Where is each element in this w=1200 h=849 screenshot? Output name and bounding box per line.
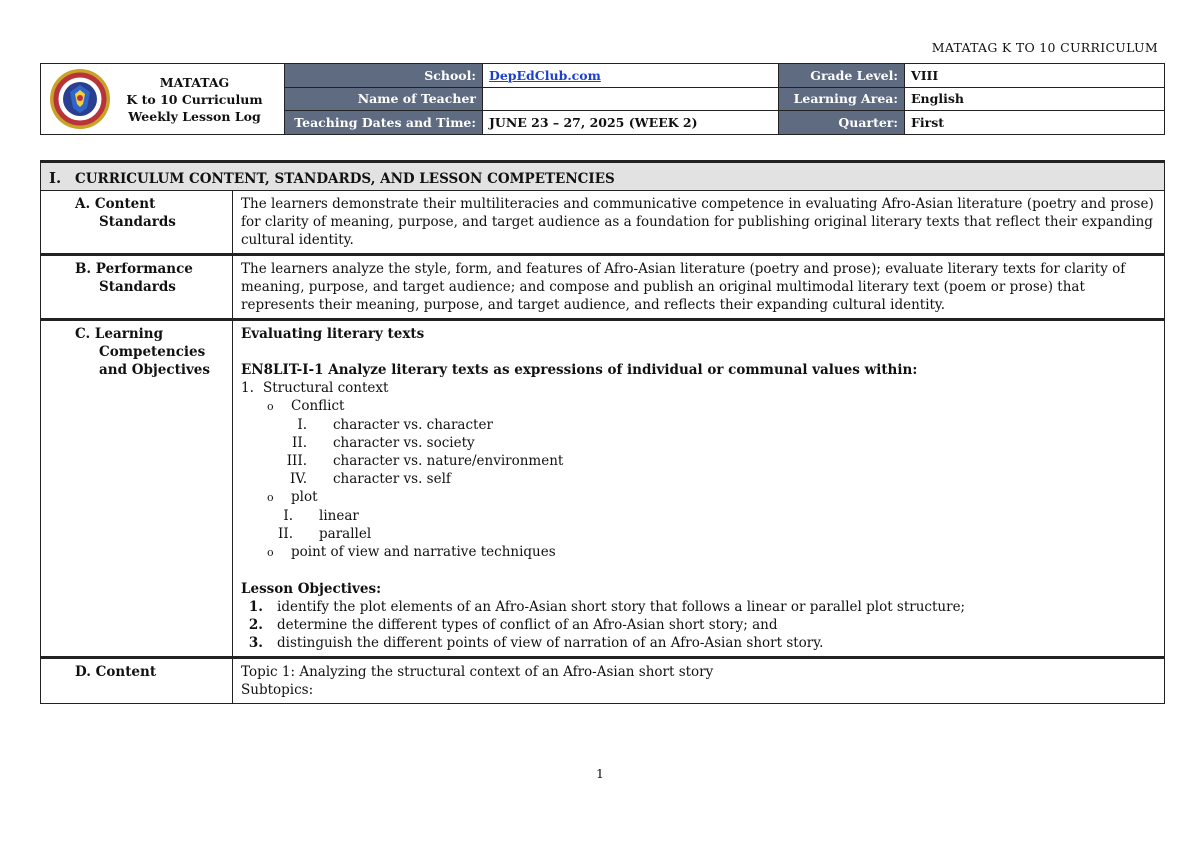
conflict-item-number: IV. (289, 471, 307, 487)
topic-text: Topic 1: Analyzing the structural context of an Afro-Asian short story (241, 664, 714, 680)
section-number: I. (49, 169, 62, 187)
conflict-item: o Conflict (267, 398, 345, 414)
plot-item (241, 507, 1156, 525)
performance-standards-label: B. Performance Standards (41, 255, 233, 320)
content-label: D. Content (41, 658, 233, 704)
conflict-item-number: III. (286, 453, 307, 469)
performance-standards-row (41, 255, 1165, 320)
objective-item (241, 634, 1156, 652)
objective-number: 2. (248, 617, 263, 633)
conflict-item-number: II. (292, 435, 307, 451)
conflict-item (241, 416, 1156, 434)
lesson-objectives-heading: Lesson Objectives: (241, 581, 382, 597)
content-row (41, 658, 1165, 704)
competency-heading: Evaluating literary texts (241, 326, 425, 342)
conflict-sublist (241, 416, 1156, 488)
lesson-objectives-list (241, 598, 1156, 652)
learning-area-label: Learning Area: (779, 87, 905, 111)
grade-level-value: VIII (905, 64, 1165, 88)
teaching-dates-label: Teaching Dates and Time: (285, 111, 483, 135)
logo-cell (41, 64, 285, 135)
document-header-title: MATATAG K TO 10 CURRICULUM (931, 40, 1158, 55)
plot-item (241, 525, 1156, 543)
section-title: CURRICULUM CONTENT, STANDARDS, AND LESSON COMPETENCIES (75, 171, 615, 187)
brand-line-2: K to 10 Curriculum (126, 91, 263, 107)
content-text (233, 658, 1165, 704)
school-link[interactable]: DepEdClub.com (489, 67, 601, 83)
curriculum-table (40, 160, 1165, 704)
brand-line-1: MATATAG (159, 74, 230, 90)
content-standards-text: The learners demonstrate their multiliteracies and communicative competence in evaluating Afro-Asian literature (poetry and prose) for clarity of meaning, purpose, and target audience as a foundation for publishing original literary texts that reflect their expanding cultural identity. (233, 191, 1165, 255)
teacher-value (483, 87, 779, 111)
objective-text: distinguish the different points of view of narration of an Afro-Asian short story. (277, 635, 824, 651)
conflict-item (241, 452, 1156, 470)
deped-seal-icon (49, 68, 111, 130)
page-number: 1 (596, 766, 604, 781)
conflict-item-text: character vs. society (333, 435, 475, 451)
objective-item (241, 616, 1156, 634)
teaching-dates-value: JUNE 23 – 27, 2025 (WEEK 2) (483, 111, 779, 135)
quarter-label: Quarter: (779, 111, 905, 135)
objective-text: determine the different types of conflict of an Afro-Asian short story; and (277, 617, 778, 633)
school-value-cell (483, 64, 779, 88)
objective-number: 1. (248, 599, 263, 615)
objective-text: identify the plot elements of an Afro-Asian short story that follows a linear or parallel plot structure; (277, 599, 966, 615)
conflict-item-text: character vs. self (333, 471, 451, 487)
conflict-item-number: I. (297, 417, 307, 433)
objective-number: 3. (248, 635, 263, 651)
competency-code: EN8LIT-I-1 Analyze literary texts as expressions of individual or communal values within: (241, 362, 918, 378)
section-heading (41, 162, 1165, 191)
content-standards-label: A. Content Standards (41, 191, 233, 255)
learning-competencies-label: C. Learning Competencies and Objectives (41, 320, 233, 658)
conflict-item-text: character vs. character (333, 417, 493, 433)
subtopics-text: Subtopics: (241, 682, 314, 698)
plot-item-number: II. (278, 526, 293, 542)
plot-item: o plot (267, 489, 318, 505)
plot-item-number: I. (283, 508, 293, 524)
objective-item (241, 598, 1156, 616)
teacher-label: Name of Teacher (285, 87, 483, 111)
learning-area-value: English (905, 87, 1165, 111)
lesson-log-header-table (40, 63, 1165, 135)
point-of-view-item: o point of view and narrative techniques (267, 544, 556, 560)
plot-item-text: parallel (319, 526, 372, 542)
performance-standards-text: The learners analyze the style, form, and features of Afro-Asian literature (poetry and prose); evaluate literary texts for clarity of meaning, purpose, and target audience; and compose and publish an original multimodal literary text (poem or prose) that represents their meaning, purpose, and target audience, and reflects their expanding cultural identity. (233, 255, 1165, 320)
grade-level-label: Grade Level: (779, 64, 905, 88)
plot-item-text: linear (319, 508, 359, 524)
structural-context-item: 1. Structural context (241, 380, 389, 396)
conflict-item-text: character vs. nature/environment (333, 453, 564, 469)
content-standards-row (41, 191, 1165, 255)
conflict-item (241, 434, 1156, 452)
quarter-value: First (905, 111, 1165, 135)
school-label: School: (285, 64, 483, 88)
learning-competencies-row (41, 320, 1165, 658)
learning-competencies-content (233, 320, 1165, 658)
plot-sublist (241, 507, 1156, 543)
conflict-item (241, 470, 1156, 488)
brand-line-3: Weekly Lesson Log (128, 108, 261, 124)
